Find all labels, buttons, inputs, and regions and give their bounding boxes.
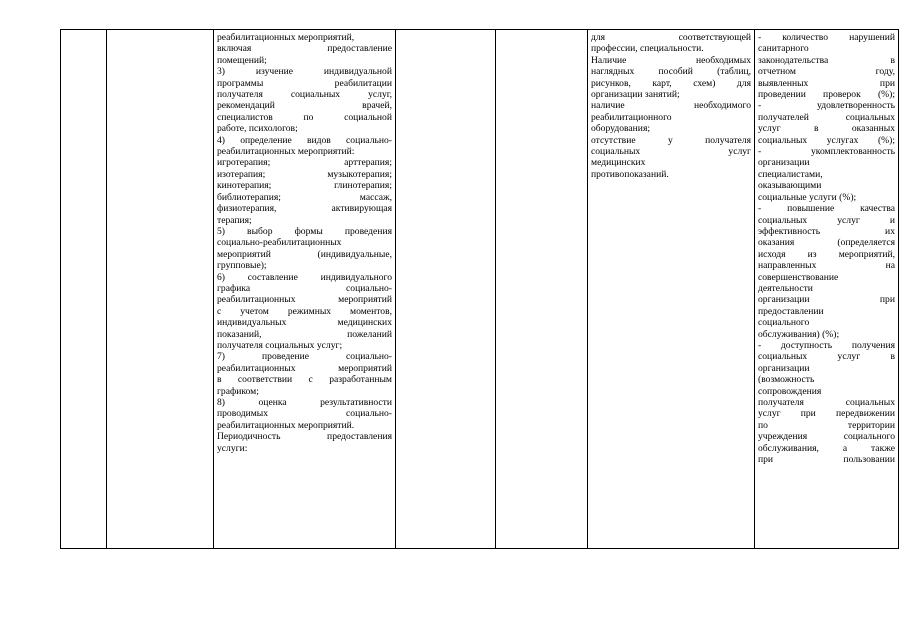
text-line: показаний, пожеланий: [217, 328, 392, 340]
text-line: мероприятий (индивидуальные,: [217, 248, 392, 260]
text-line: графиком;: [217, 385, 259, 397]
text-line: - доступность получения: [758, 339, 895, 351]
text-line: работе, психологов;: [217, 123, 298, 135]
text-line: социальные услуги (%);: [758, 191, 857, 203]
text-line: совершенствование: [758, 271, 839, 283]
conditions-text: [588, 30, 754, 180]
text-line: получателя социальных: [758, 397, 895, 408]
cell-conditions: [588, 30, 755, 549]
text-line: социальных услугах (%);: [758, 134, 895, 146]
text-line: 8) оценка результативности: [217, 397, 392, 408]
service-description-text: [214, 30, 395, 454]
text-line: выявленных при: [758, 77, 895, 89]
text-line: реабилитационных мероприятий: [217, 362, 392, 374]
text-line: индивидуальных медицинских: [217, 317, 392, 329]
text-line: 5) выбор формы проведения: [217, 225, 392, 237]
text-line: помещений;: [217, 54, 267, 66]
text-line: получателя социальных услуг;: [217, 339, 343, 351]
text-line: исходя из мероприятий,: [758, 248, 895, 260]
text-line: 4) определение видов социально-: [217, 134, 392, 146]
text-line: социально-реабилитационных: [217, 237, 342, 249]
text-line: организации при: [758, 294, 895, 306]
text-line: противопоказаний.: [591, 168, 669, 180]
text-line: организации: [758, 157, 810, 169]
text-line: с учетом режимных моментов,: [217, 305, 392, 317]
text-line: специалистами,: [758, 168, 823, 180]
text-line: санитарного: [758, 43, 809, 55]
text-line: оказания (определяется: [758, 237, 895, 249]
text-line: проводимых социально-: [217, 408, 392, 420]
text-line: программы реабилитации: [217, 77, 392, 89]
cell-number: [61, 30, 107, 549]
text-line: проведении проверок (%);: [758, 89, 895, 101]
text-line: медицинских: [591, 157, 646, 169]
text-line: профессии, специальности.: [591, 43, 704, 55]
text-line: игротерапия; арттерапия;: [217, 157, 392, 169]
text-line: получателя социальных услуг,: [217, 89, 392, 101]
text-line: законодательства в: [758, 54, 895, 66]
text-line: изотерапия; музыкотерапия;: [217, 168, 392, 180]
text-line: включая предоставление: [217, 43, 392, 55]
text-line: реабилитационных мероприятий.: [217, 419, 355, 431]
cell-indicators: [755, 30, 899, 549]
table-row: [61, 30, 899, 549]
text-line: направленных на: [758, 260, 895, 272]
text-line: физиотерапия, активирующая: [217, 203, 392, 215]
text-line: социального: [758, 317, 810, 329]
text-line: рекомендаций врачей,: [217, 100, 392, 112]
text-line: реабилитационных мероприятий: [217, 294, 392, 306]
text-line: Наличие необходимых: [591, 54, 751, 66]
text-line: - укомплектованность: [758, 146, 895, 158]
text-line: организации занятий;: [591, 89, 680, 101]
services-table: [60, 29, 899, 549]
text-line: (возможность: [758, 374, 815, 386]
text-line: Периодичность предоставления: [217, 431, 392, 443]
text-line: наглядных пособий (таблиц,: [591, 66, 751, 78]
text-line: оказывающими: [758, 180, 822, 192]
text-line: 6) составление индивидуального: [217, 271, 392, 283]
text-line: социальных услуг и: [758, 214, 895, 226]
text-line: кинотерапия; глинотерапия;: [217, 180, 392, 192]
text-line: для соответствующей: [591, 32, 751, 43]
cell-funding: [496, 30, 588, 549]
text-line: - удовлетворенность: [758, 100, 895, 112]
indicators-text: [755, 30, 898, 465]
text-line: 7) проведение социально-: [217, 351, 392, 363]
text-line: наличие необходимого: [591, 100, 751, 112]
text-line: рисунков, карт, схем) для: [591, 77, 751, 89]
text-line: обслуживания) (%);: [758, 328, 840, 340]
text-line: терапия;: [217, 214, 252, 226]
text-line: групповые);: [217, 260, 267, 272]
text-line: по территории: [758, 419, 895, 431]
text-line: сопровождения: [758, 385, 822, 397]
text-line: получателей социальных: [758, 111, 895, 123]
text-line: отчетном году,: [758, 66, 895, 78]
text-line: предоставлении: [758, 305, 824, 317]
cell-service-name: [107, 30, 214, 549]
text-line: реабилитационных мероприятий,: [217, 32, 355, 43]
text-line: организации: [758, 362, 810, 374]
text-line: деятельности: [758, 282, 813, 294]
text-line: 3) изучение индивидуальной: [217, 66, 392, 78]
text-line: библиотерапия; массаж,: [217, 191, 392, 203]
text-line: учреждения социального: [758, 431, 895, 443]
text-line: обслуживания, а также: [758, 442, 895, 454]
text-line: - количество нарушений: [758, 32, 895, 43]
text-line: оборудования;: [591, 123, 651, 135]
text-line: в соответствии с разработанным: [217, 374, 392, 386]
text-line: при пользовании: [758, 454, 895, 466]
text-line: - повышение качества: [758, 203, 895, 215]
cell-timeline: [396, 30, 496, 549]
text-line: услуг при передвижении: [758, 408, 895, 420]
text-line: специалистов по социальной: [217, 111, 392, 123]
cell-service-description: [214, 30, 396, 549]
text-line: услуги:: [217, 442, 248, 454]
text-line: реабилитационных мероприятий:: [217, 146, 355, 158]
text-line: эффективность их: [758, 225, 895, 237]
text-line: реабилитационного: [591, 111, 672, 123]
text-line: социальных услуг: [591, 146, 751, 158]
text-line: отсутствие у получателя: [591, 134, 751, 146]
text-line: социальных услуг в: [758, 351, 895, 363]
text-line: графика социально-: [217, 282, 392, 294]
text-line: услуг в оказанных: [758, 123, 895, 135]
